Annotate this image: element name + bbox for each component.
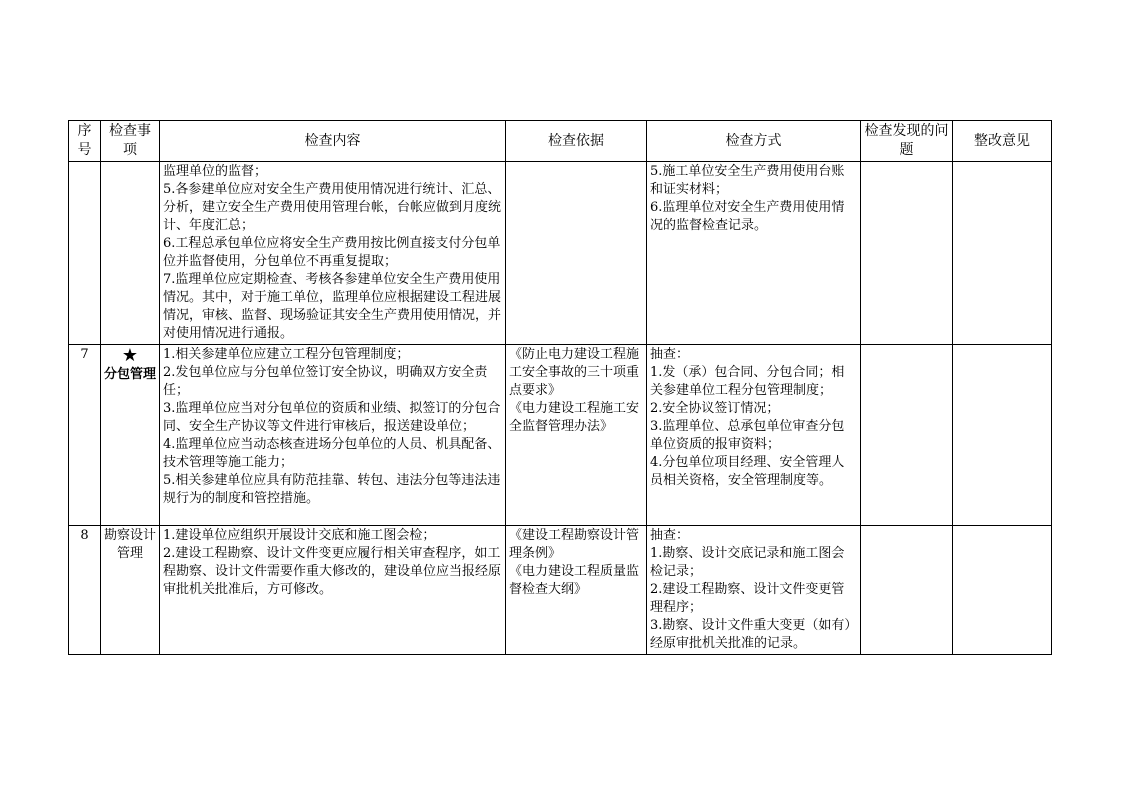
cell-basis	[506, 345, 647, 526]
method-line: 抽查：	[650, 347, 690, 362]
content-line: 监理单位的监督；	[163, 164, 268, 179]
content-line: 3.监理单位应当对分包单位的资质和业绩、拟签订的分包合同、安全生产协议等文件进行审核后，报送建设单位；	[163, 401, 501, 434]
cell-issues	[861, 345, 953, 526]
header-item: 检查事项	[101, 121, 160, 162]
cell-item	[101, 345, 160, 526]
cell-item: 勘察设计管理	[101, 526, 160, 655]
method-line: 3.监理单位、总承包单位审查分包单位资质的报审资料；	[650, 419, 845, 452]
method-line: 2.安全协议签订情况；	[650, 401, 780, 416]
method-line: 4.分包单位项目经理、安全管理人员相关资格，安全管理制度等。	[650, 455, 845, 488]
cell-issues	[861, 162, 953, 345]
cell-advice	[953, 345, 1052, 526]
item-label: 分包管理	[104, 367, 157, 382]
cell-seq: 8	[69, 526, 101, 655]
content-line: 1.建设单位应组织开展设计交底和施工图会检；	[163, 528, 436, 543]
cell-method	[647, 526, 861, 655]
content-line: 4.监理单位应当动态核查进场分包单位的人员、机具配备、技术管理等施工能力；	[163, 437, 501, 470]
cell-content	[160, 526, 506, 655]
cell-advice	[953, 526, 1052, 655]
cell-seq	[69, 162, 101, 345]
table-row-8	[69, 526, 1052, 655]
content-line: 6.工程总承包单位应将安全生产费用按比例直接支付分包单位并监督使用，分包单位不再重复提取；	[163, 236, 501, 269]
header-seq: 序号	[69, 121, 101, 162]
inspection-table	[68, 120, 1052, 655]
method-line: 1.发（承）包合同、分包合同；相关参建单位工程分包管理制度；	[650, 365, 845, 398]
method-line: 2.建设工程勘察、设计文件变更管理程序；	[650, 582, 845, 615]
content-line: 7.监理单位应定期检查、考核各参建单位安全生产费用使用情况。其中，对于施工单位，监理单位应根据建设工程进展情况，审核、监督、现场验证其安全生产费用使用情况，并对使用情况进行通报。	[163, 272, 502, 341]
cell-method	[647, 162, 861, 345]
content-line: 5.各参建单位应对安全生产费用使用情况进行统计、汇总、分析，建立安全生产费用使用管理台帐，台帐应做到月度统计、年度汇总；	[163, 182, 502, 233]
header-content: 检查内容	[160, 121, 506, 162]
cell-basis	[506, 162, 647, 345]
cell-item	[101, 162, 160, 345]
method-line: 1.勘察、设计交底记录和施工图会检记录；	[650, 546, 845, 579]
header-issues: 检查发现的问题	[861, 121, 953, 162]
header-advice: 整改意见	[953, 121, 1052, 162]
table-row-7	[69, 345, 1052, 526]
content-line: 2.发包单位应与分包单位签订安全协议，明确双方安全责任；	[163, 365, 488, 398]
star-icon: ★	[121, 345, 139, 366]
header-basis: 检查依据	[506, 121, 647, 162]
content-line: 1.相关参建单位应建立工程分包管理制度；	[163, 347, 410, 362]
method-line: 3.勘察、设计文件重大变更（如有）经原审批机关批准的记录。	[650, 618, 851, 651]
basis-line: 《建设工程勘察设计管理条例》	[509, 528, 640, 561]
method-line: 5.施工单位安全生产费用使用台账和证实材料；	[650, 164, 845, 197]
content-line: 5.相关参建单位应具有防范挂靠、转包、违法分包等违法违规行为的制度和管控措施。	[163, 473, 501, 506]
header-method: 检查方式	[647, 121, 861, 162]
table-row-continued	[69, 162, 1052, 345]
method-line: 抽查：	[650, 528, 690, 543]
basis-line: 《电力建设工程施工安全监督管理办法》	[509, 401, 640, 434]
cell-advice	[953, 162, 1052, 345]
basis-line: 《防止电力建设工程施工安全事故的三十项重点要求》	[509, 347, 640, 398]
table-header-row	[69, 121, 1052, 162]
cell-issues	[861, 526, 953, 655]
cell-method	[647, 345, 861, 526]
cell-content	[160, 162, 506, 345]
basis-line: 《电力建设工程质量监督检查大纲》	[509, 564, 640, 597]
cell-basis	[506, 526, 647, 655]
cell-content	[160, 345, 506, 526]
cell-seq: 7	[69, 345, 101, 526]
method-line: 6.监理单位对安全生产费用使用情况的监督检查记录。	[650, 200, 845, 233]
content-line: 2.建设工程勘察、设计文件变更应履行相关审查程序，如工程勘察、设计文件需要作重大修改的，建设单位应当报经原审批机关批准后，方可修改。	[163, 546, 502, 597]
